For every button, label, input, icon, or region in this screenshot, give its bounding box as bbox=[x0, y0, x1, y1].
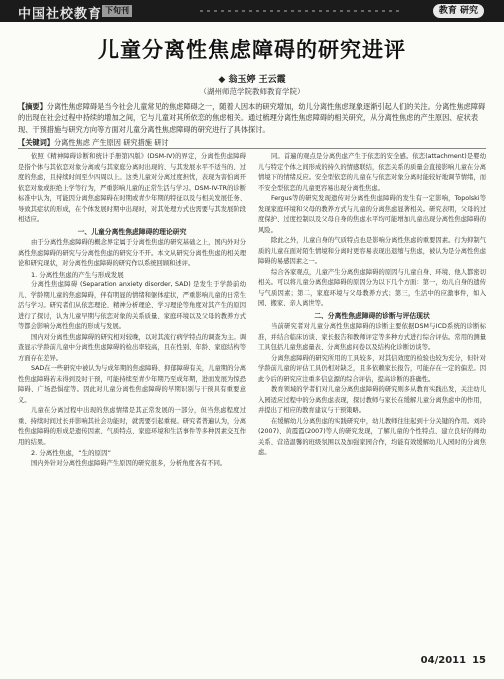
paragraph: 分离焦虑障碍的研究所用的工具较多，对其信效度的检验也较为充分，但针对学龄前儿童的评估工具仍相对缺乏，且多依赖家长报告，可能存在一定的偏差。因此今后的研究应注重多信息源的综合评估，提高诊断的准确性。 bbox=[258, 354, 486, 383]
page-footer bbox=[421, 655, 486, 666]
paragraph: 国内外针对分离性焦虑障碍产生原因的研究很多，分析角度各有不同。 bbox=[31, 459, 227, 467]
keywords-label: 【关键词】 bbox=[18, 138, 54, 147]
paragraph: 当前研究者对儿童分离性焦虑障碍的诊断主要依据DSM与ICD系统的诊断标准，并结合临床访谈、家长报告和教师评定等多种方式进行综合评估。常用的测量工具包括儿童焦虑量表、分离焦虑问卷以及结构化诊断访谈等。 bbox=[258, 323, 486, 351]
paragraph: 同。首遍的观点是分离焦虑产生于依恋的安全感。依恋(attachment)是婴幼儿与特定个体之间形成的持久的情感联结，依恋关系的质量会直接影响儿童在分离情境下的情绪反应。安全型依恋的儿童在与依恋对象分离时能较好地调节情绪，而不安全型依恋的儿童更容易出现分离性焦虑。 bbox=[258, 153, 486, 192]
keywords-text: 分离性焦虑 产生原因 研究措施 研讨 bbox=[53, 138, 169, 147]
article-affiliation: （湖州师范学院教师教育学院） bbox=[199, 87, 305, 96]
abstract-text: 分离性焦虑障碍是当今社会儿童常见的焦虑障碍之一，随着人因本的研究增加，幼儿分离性焦虑现象逐渐引起人们的关注。分离性焦虑障碍的出现在社会过程中持续的增加之间，它与儿童对其所依恋的焦虑相关。通过梳理分离性焦虑障碍的相关研究，从分离性焦虑的产生原因、症状表现、干预措施与研究方向等方面对儿童分离性焦虑障碍的研究进行了具体探讨。 bbox=[18, 102, 486, 134]
paragraph: 依照《精神障碍诊断和统计手册第四版》(DSM-IV)的界定，分离性焦虑障碍是指个体与其依恋对象分离或与其家庭分离时出现的、与其发展水平不适当的、过度的焦虑，且持续时间至少四周以上。这类儿童对分离过度担忧，表现为害怕离开依恋对象或拒绝上学等行为，严重影响儿童的正常生活与学习。DSM-IV-TR的诊断标准中认为，可能因分离焦虑障碍在时期或青少年期的特征以及与相关发展任务、导致其症状的形成，在个体发展时期中出现时，对其处理方式也需要与其发展阶段相适应。 bbox=[18, 153, 246, 223]
section-chip: 教育 研究 bbox=[433, 4, 484, 18]
left-column bbox=[18, 152, 246, 469]
subsection-heading: 1. 分离性焦虑的产生与形成发展 bbox=[31, 270, 124, 279]
paragraph: 国内对分离性焦虑障碍的研究相对较晚，以对其流行病学特点的调查为主。调查显示学龄前儿童中分离性焦虑障碍的检出率较高，且在性别、年龄、家庭结构等方面存在差异。 bbox=[18, 333, 246, 362]
header-divider bbox=[200, 10, 400, 12]
paragraph: 综合各家观点，儿童产生分离焦虑障碍的原因与儿童自身、环境、他人都密切相关。可以将儿童分离焦虑障碍的原因分为以下几个方面：第一，幼儿自身的遗传与气质因素；第二，家庭环境与父母教养方式；第三，生活中的应激事件，如入园、搬家、亲人离世等。 bbox=[258, 268, 486, 307]
paragraph: SAD在一些研究中被认为与成年期的焦虑障碍、抑郁障碍有关，儿童期的分离性焦虑障碍若未得到及时干预，可能持续至青少年期乃至成年期，进而发展为惊恐障碍、广场恐惧症等。因此对儿童分离性焦虑障碍的早期识别与干预具有重要意义。 bbox=[18, 365, 246, 404]
journal-header-bar bbox=[0, 0, 504, 22]
abstract bbox=[18, 101, 486, 135]
section-heading: 二、分离性焦虑障碍的诊断与评估现状 bbox=[314, 311, 430, 320]
paragraph: 教育领域的学者们对儿童分离焦虑障碍的研究则多从教育实践出发，关注幼儿入园适应过程中的分离焦虑表现，探讨教师与家长在缓解儿童分离焦虑中的作用，并提出了相应的教育建议与干预策略。 bbox=[258, 386, 486, 414]
keywords bbox=[18, 137, 486, 148]
page-number: 15 bbox=[472, 655, 486, 666]
subsection-heading: 2. 分离性焦虑，“生的原因” bbox=[31, 449, 112, 457]
paragraph: 除此之外，儿童自身的气质特点也是影响分离性焦虑的重要因素。行为抑制气质的儿童在面对陌生情境和分离时更容易表现出退缩与焦虑，被认为是分离性焦虑障碍的易感因素之一。 bbox=[258, 237, 486, 265]
article-authors: ◆ 翁玉婷 王云霞 bbox=[218, 75, 286, 85]
right-column bbox=[258, 152, 486, 459]
paragraph: 在缓解幼儿分离焦虑的实践研究中，幼儿教师往往起到十分关键的作用。刘玲(2007)、黄霞霞(2007)等人的研究发现，了解儿童的个性特点、建立良好的师幼关系、营造温馨的班级氛围以及加强家园合作，均能有效缓解幼儿入园时的分离焦虑。 bbox=[258, 417, 486, 456]
paragraph: 分离性焦虑障碍 (Separation anxiety disorder, SAD) 是发生于学龄前幼儿、学龄期儿童的焦虑障碍，伴有明显的情绪和躯体症状，严重影响儿童的日常生活与学习。研究者们从依恋理论、精神分析理论、学习理论等角度对其产生的原因进行了探讨，认为儿童早期与依恋对象的关系质量、家庭环境以及父母的教养方式等都会影响分离性焦虑的形成与发展。 bbox=[18, 281, 246, 330]
paragraph: 儿童在分离过程中出现的焦虑情绪是其正常发展的一部分，但当焦虑程度过重、持续时间过长并影响其社会功能时，就需要引起重视。研究者普遍认为，分离性焦虑障碍的形成是遗传因素、气质特点、家庭环境和生活事件等多种因素交互作用的结果。 bbox=[18, 407, 246, 446]
article-title: 儿童分离性焦虑障碍的研究进评 bbox=[98, 37, 406, 62]
section-heading: 一、儿童分离性焦虑障碍的理论研究 bbox=[77, 227, 187, 236]
paragraph: 由于分离性焦虑障碍的概念界定属于分离性焦虑的研究基础之上，国内外对分离性焦虑障碍的研究与分离性焦虑的研究分不开。本文从研究分离性焦虑的相关理论和研究现状，对分离性焦虑障碍的研究作以系统回顾和述评。 bbox=[18, 239, 246, 267]
journal-name: 中国社校教育 bbox=[18, 7, 103, 22]
issue-chip: 下旬刊 bbox=[102, 5, 132, 17]
issue-code: 04/2011 bbox=[420, 655, 467, 666]
abstract-label: 【摘要】 bbox=[18, 102, 47, 111]
header-rule bbox=[18, 148, 486, 149]
paragraph: Fergus等的研究发现遗传对分离性焦虑障碍的发生有一定影响，Topolski等发现家庭环境和父母的教养方式与儿童的分离焦虑显著相关。研究表明，父母的过度保护、过度控制以及父母自身的焦虑水平均可能增加儿童出现分离性焦虑障碍的风险。 bbox=[258, 195, 486, 234]
